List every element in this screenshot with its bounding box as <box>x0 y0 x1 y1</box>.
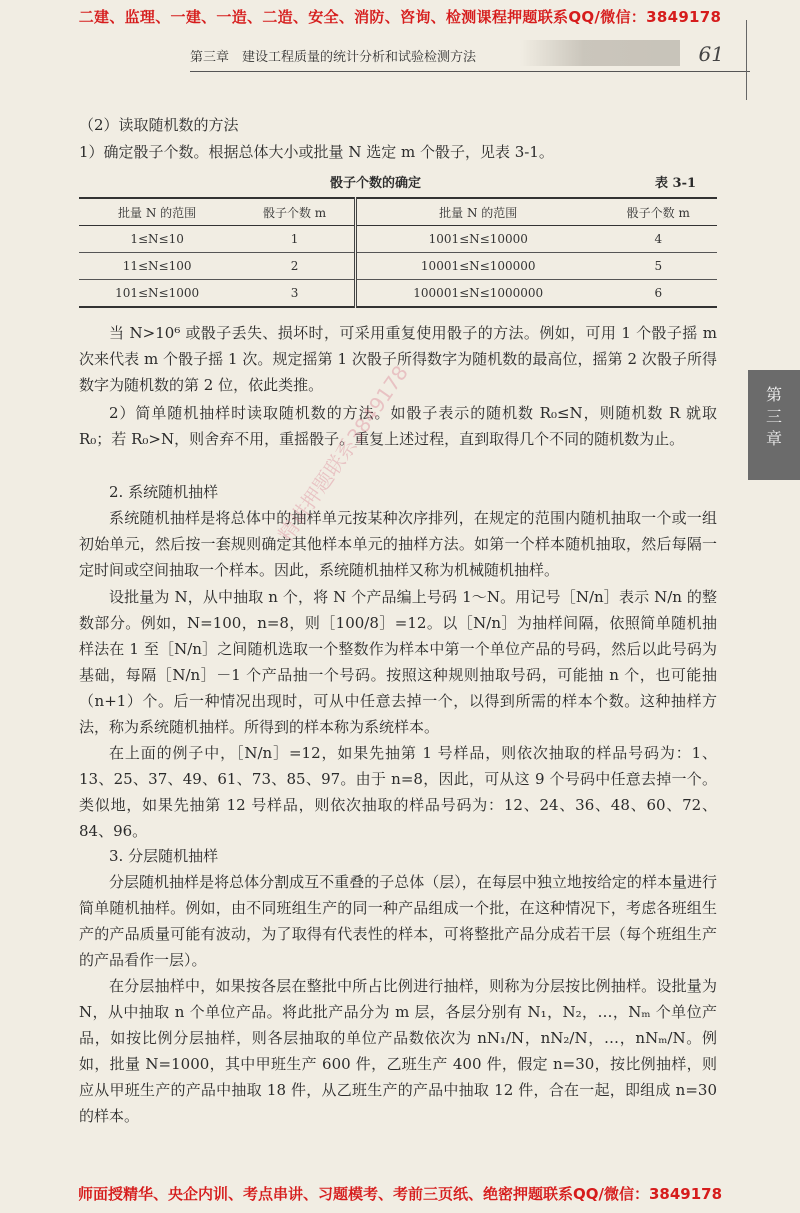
table-cell: 100001≤N≤1000000 <box>355 280 599 308</box>
table-title: 骰子个数的确定 <box>330 176 422 191</box>
table-header-cell: 批量 N 的范围 <box>355 198 599 226</box>
table-cell: 2 <box>235 253 355 280</box>
heading-random-number-reading: （2）读取随机数的方法 <box>79 116 239 134</box>
paragraph-dice-count: 1）确定骰子个数。根据总体大小或批量 N 选定 m 个骰子，见表 3-1。 <box>79 143 554 161</box>
table-header-cell: 骰子个数 m <box>600 198 717 226</box>
table-row <box>79 280 717 308</box>
paragraph-repeated-dice: 当 N>10⁶ 或骰子丢失、损坏时，可采用重复使用骰子的方法。例如，可用 1 个骰子摇 m 次来代表 m 个骰子摇 1 次。规定摇第 1 次骰子所得数字为随机数的最高位，摇第 2 次骰子所得数字为随机数的第 2 位，依此类推。 <box>79 324 717 394</box>
table-cell: 4 <box>600 226 717 253</box>
watermark: 精讲押题联系3849178 <box>273 361 413 547</box>
header-rule <box>190 71 750 72</box>
chapter-side-tab <box>748 370 800 480</box>
bottom-contact-banner: 师面授精华、央企内训、考点串讲、习题模考、考前三页纸、绝密押题联系QQ/微信：3849178 <box>77 1185 723 1203</box>
chapter-title: 第三章 建设工程质量的统计分析和试验检测方法 <box>190 50 477 65</box>
paragraph-systematic-procedure: 设批量为 N，从中抽取 n 个，将 N 个产品编上号码 1～N。用记号［N/n］表示 N/n 的整数部分。例如，N=100，n=8，则［100/8］=12。以［N/n］为抽样间隔，依照简单随机抽样法在 1 至［N/n］之间随机选取一个整数作为样本中第一个单位产品的号码，然后以此号码为基础，每隔［N/n］－1 个产品抽一个号码。按照这种规则抽取号码，可能抽 n 个，也可能抽（n+1）个。后一种情况出现时，可从中任意去掉一个，以得到所需的样本个数。这种抽样方法，称为系统随机抽样。所得到的样本称为系统样本。 <box>79 588 717 736</box>
table-row <box>79 226 717 253</box>
table-row <box>79 253 717 280</box>
paragraph-simple-random-reading: 2）简单随机抽样时读取随机数的方法。如骰子表示的随机数 R₀≤N，则随机数 R 就取 R₀；若 R₀>N，则舍弃不用，重摇骰子。重复上述过程，直到取得几个不同的随机数为止。 <box>79 404 717 448</box>
heading-stratified-sampling: 3. 分层随机抽样 <box>109 847 219 865</box>
table-cell: 3 <box>235 280 355 308</box>
paragraph-proportional-stratified: 在分层抽样中，如果按各层在整批中所占比例进行抽样，则称为分层按比例抽样。设批量为 N，从中抽取 n 个单位产品。将此批产品分为 m 层，各层分别有 N₁，N₂，…，Nₘ 个单位产品，如按比例分层抽样，则各层抽取的单位产品数依次为 nN₁/N，nN₂/N，…，nNₘ/N。例如，批量 N=1000，其中甲班生产 600 件，乙班生产 400 件，假定 n=30，按比例抽样，则应从甲班生产的产品中抽取 18 件，从乙班生产的产品中抽取 12 件，合在一起，即组成 n=30 的样本。 <box>79 977 717 1125</box>
paragraph-systematic-definition: 系统随机抽样是将总体中的抽样单元按某种次序排列，在规定的范围内随机抽取一个或一组初始单元，然后按一套规则确定其他样本单元的抽样方法。如第一个样本随机抽取，然后每隔一定时间或空间抽取一个样本。因此，系统随机抽样又称为机械随机抽样。 <box>79 509 717 579</box>
table-header-row <box>79 198 717 226</box>
paragraph-systematic-example: 在上面的例子中，［N/n］=12，如果先抽第 1 号样品，则依次抽取的样品号码为：1、13、25、37、49、61、73、85、97。由于 n=8，因此，可从这 9 个号码中任意去掉一个。类似地，如果先抽第 12 号样品，则依次抽取的样品号码为：12、24、36、48、60、72、84、96。 <box>79 744 717 840</box>
table-cell: 1001≤N≤10000 <box>355 226 599 253</box>
page-header <box>190 42 730 68</box>
table-cell: 1≤N≤10 <box>79 226 235 253</box>
table-cell: 5 <box>600 253 717 280</box>
table-cell: 101≤N≤1000 <box>79 280 235 308</box>
table-header-cell: 批量 N 的范围 <box>79 198 235 226</box>
table-cell: 6 <box>600 280 717 308</box>
dice-count-table <box>79 197 717 308</box>
table-cell: 10001≤N≤100000 <box>355 253 599 280</box>
paragraph-stratified-definition: 分层随机抽样是将总体分割成互不重叠的子总体（层），在每层中独立地按给定的样本量进行简单随机抽样。例如，由不同班组生产的同一种产品组成一个批，在这种情况下，考虑各班组生产的产品质量可能有波动，为了取得有代表性的样本，可将整批产品分成若干层（每个班组生产的产品看作一层）。 <box>79 873 717 969</box>
chapter-side-tab-label: 第三章 <box>765 385 782 448</box>
table-cell: 1 <box>235 226 355 253</box>
table-header-cell: 骰子个数 m <box>235 198 355 226</box>
page-number: 61 <box>698 42 724 66</box>
table-cell: 11≤N≤100 <box>79 253 235 280</box>
heading-systematic-sampling: 2. 系统随机抽样 <box>109 483 219 501</box>
table-label: 表 3-1 <box>655 176 697 191</box>
margin-line <box>746 20 747 100</box>
top-contact-banner: 二建、监理、一建、一造、二造、安全、消防、咨询、检测课程押题联系QQ/微信：3849178 <box>78 8 722 26</box>
